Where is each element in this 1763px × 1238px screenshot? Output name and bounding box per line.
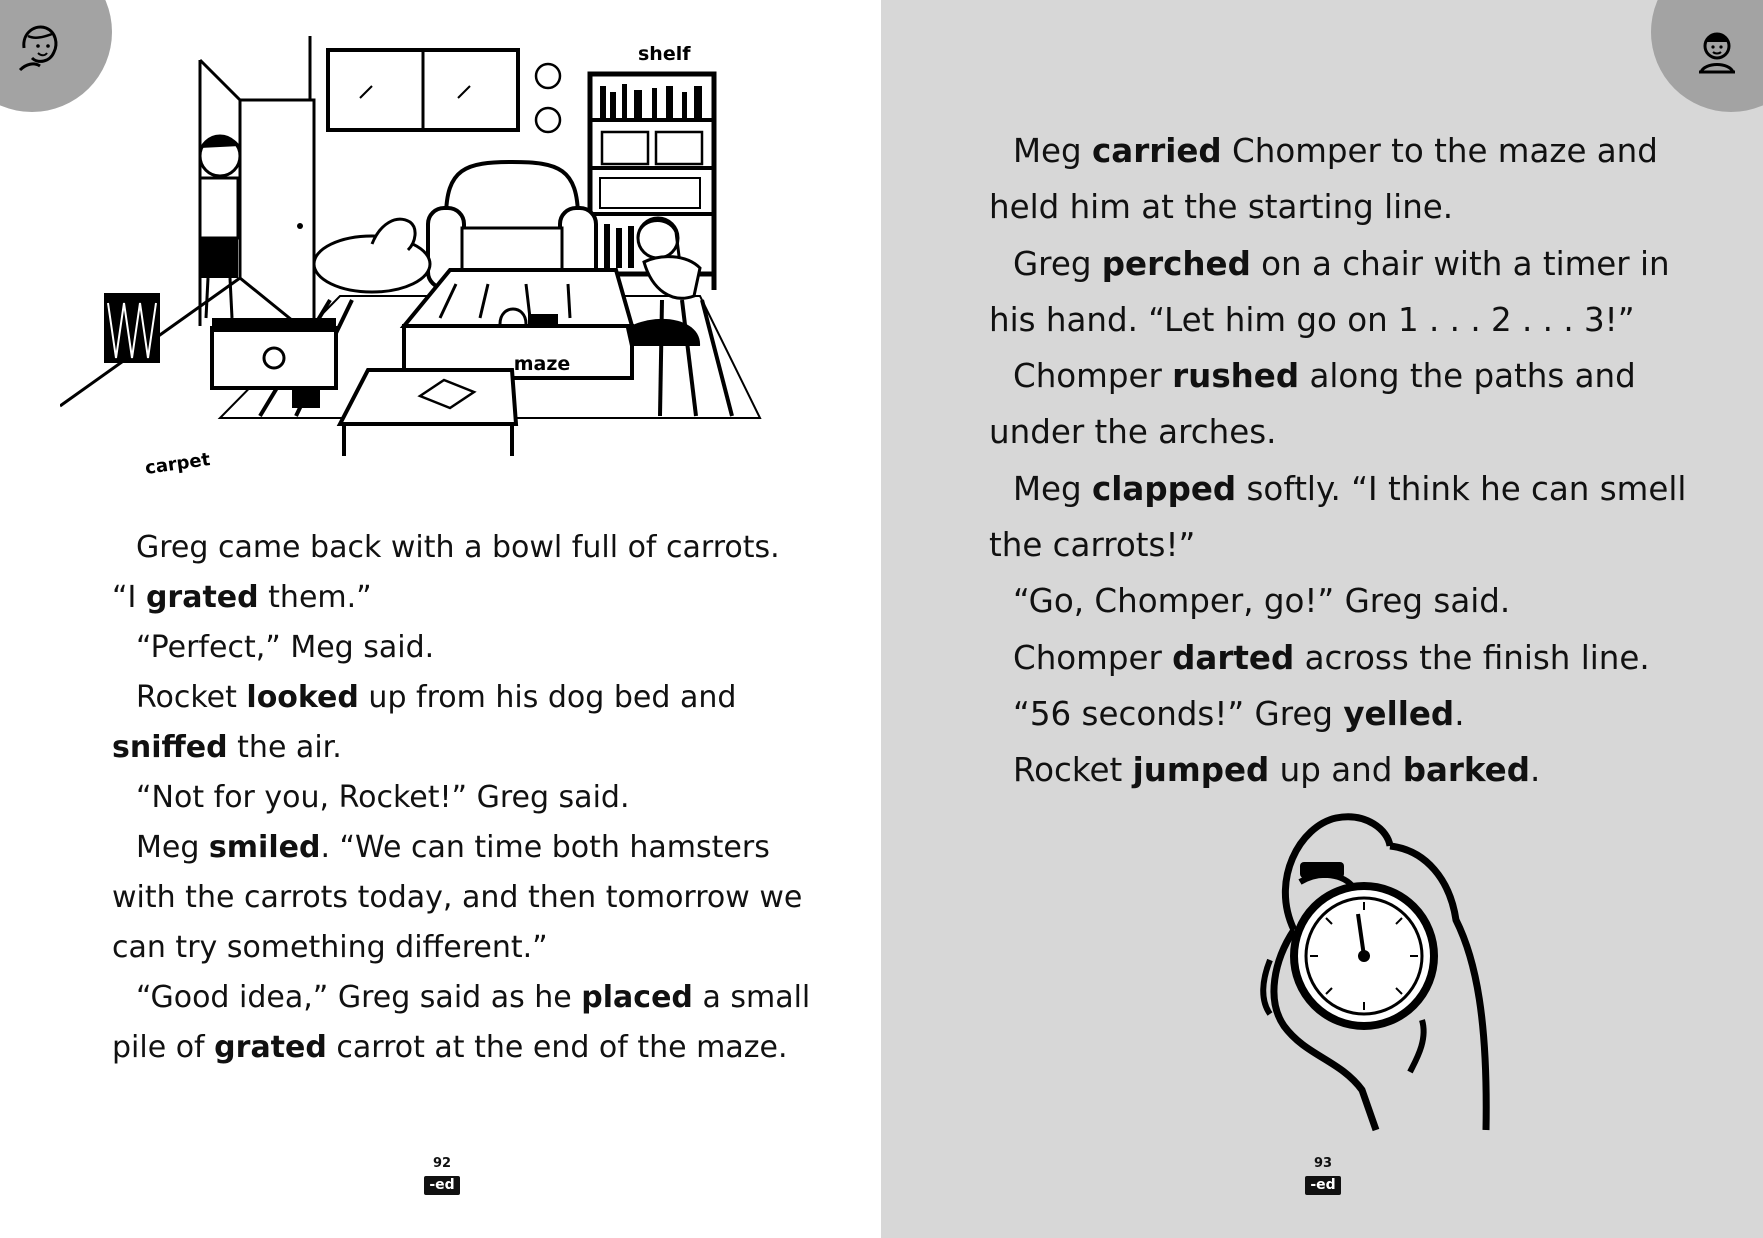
paragraph xyxy=(989,236,1709,349)
maze-label: maze xyxy=(513,353,571,375)
text-run: on a chair with a timer in his hand. “Let him go on 1 . . . 2 . . . 3!” xyxy=(989,244,1670,339)
text-run: “56 seconds!” Greg xyxy=(1013,694,1344,733)
stopwatch-icon xyxy=(1240,810,1520,1140)
boy-face-icon xyxy=(1695,28,1739,74)
highlighted-word: barked xyxy=(1402,751,1530,790)
text-run: “I xyxy=(112,580,146,615)
text-run: them.” xyxy=(258,580,372,615)
room-illustration xyxy=(60,28,860,508)
highlighted-word: grated xyxy=(214,1030,327,1065)
text-run: across the finish line. xyxy=(1294,638,1650,677)
text-run: carrot at the end of the maze. xyxy=(326,1030,788,1065)
paragraph xyxy=(989,461,1709,574)
paragraph xyxy=(989,742,1709,798)
door xyxy=(240,100,314,338)
table xyxy=(340,370,516,456)
text-run: . xyxy=(1454,694,1465,733)
text-run: “Good idea,” Greg said as he xyxy=(136,980,582,1015)
text-run: Chomper xyxy=(1013,638,1173,677)
page-number: 93 xyxy=(1313,1156,1333,1171)
corner-tab-right xyxy=(1651,0,1763,112)
text-run: Greg xyxy=(1013,244,1102,283)
text-run: “Go, Chomper, go!” Greg said. xyxy=(1013,582,1511,621)
ed-tag: -ed xyxy=(424,1176,459,1195)
left-page-text xyxy=(112,523,832,1073)
paragraph xyxy=(112,623,832,673)
ed-tag: -ed xyxy=(1305,1176,1340,1195)
left-page xyxy=(0,0,881,1238)
text-run: Chomper xyxy=(1013,357,1173,396)
text-run: softly. “I think he can smell the carrots!” xyxy=(989,469,1687,565)
text-run: Meg xyxy=(136,830,209,865)
text-run: “Not for you, Rocket!” Greg said. xyxy=(136,780,630,815)
paragraph xyxy=(112,673,832,773)
text-run: Greg came back with a bowl full of carrots. xyxy=(136,530,780,565)
right-page-text xyxy=(989,123,1709,799)
paragraph xyxy=(989,630,1709,686)
text-run: Rocket xyxy=(136,680,247,715)
highlighted-word: placed xyxy=(581,980,693,1015)
text-run: along the paths and under the arches. xyxy=(989,357,1636,452)
paragraph xyxy=(112,573,832,623)
page-number-right xyxy=(1301,1156,1345,1195)
page-number: 92 xyxy=(432,1156,452,1171)
text-run: Meg xyxy=(1013,132,1092,170)
paragraph xyxy=(989,348,1709,461)
highlighted-word: carried xyxy=(1092,132,1222,170)
text-run: “Perfect,” Meg said. xyxy=(136,630,435,665)
highlighted-word: clapped xyxy=(1092,469,1237,508)
highlighted-word: looked xyxy=(246,680,359,715)
paragraph xyxy=(989,573,1709,629)
highlighted-word: jumped xyxy=(1132,751,1270,790)
girl-face-icon xyxy=(16,22,64,76)
shelf-label: shelf xyxy=(638,43,691,65)
paragraph xyxy=(989,686,1709,742)
highlighted-word: smiled xyxy=(208,830,321,865)
text-run: a small pile of xyxy=(112,980,811,1065)
highlighted-word: darted xyxy=(1172,638,1295,677)
text-run: Rocket xyxy=(1013,751,1133,790)
paragraph xyxy=(112,523,832,573)
page-number-left xyxy=(420,1156,464,1195)
text-run: . xyxy=(1529,751,1541,790)
highlighted-word: perched xyxy=(1101,244,1251,283)
text-run: the air. xyxy=(227,730,342,765)
text-run: Chomper to the maze and held him at the starting line. xyxy=(989,132,1658,227)
paragraph xyxy=(112,823,832,973)
highlighted-word: sniffed xyxy=(112,730,228,765)
paragraph xyxy=(112,973,832,1073)
paragraph xyxy=(112,773,832,823)
highlighted-word: grated xyxy=(145,580,259,615)
highlighted-word: rushed xyxy=(1172,357,1300,396)
text-run: up and xyxy=(1269,751,1403,790)
text-run: Meg xyxy=(1013,469,1092,508)
carpet-label: carpet xyxy=(143,449,212,479)
text-run: . “We can time both hamsters with the carrots today, and then tomorrow we can try something different.” xyxy=(112,830,803,965)
text-run: up from his dog bed and xyxy=(358,680,737,715)
highlighted-word: yelled xyxy=(1343,694,1455,733)
paragraph xyxy=(989,123,1709,236)
